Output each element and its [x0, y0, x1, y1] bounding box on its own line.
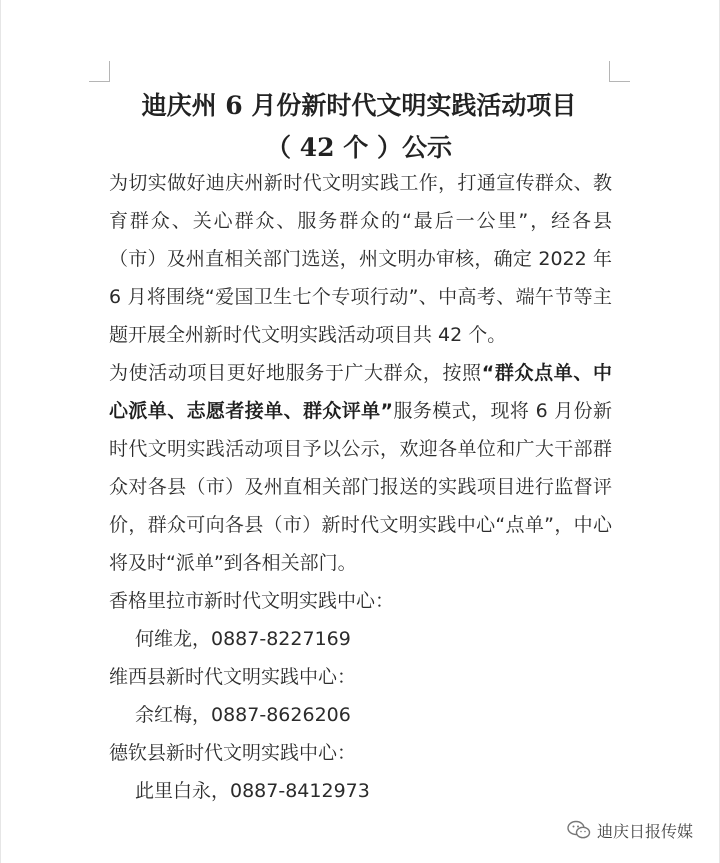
- watermark-text: 迪庆日报传媒: [597, 821, 694, 841]
- paragraph-service-mode: [109, 354, 612, 582]
- center-name: 德钦县新时代文明实践中心：: [109, 742, 357, 764]
- center-contact: 何维龙，0887-8227169: [135, 628, 351, 650]
- wechat-icon: [567, 820, 591, 840]
- page-corner-mark-top-left: [89, 61, 110, 82]
- center-name: 维西县新时代文明实践中心：: [109, 666, 357, 688]
- document-body: [109, 164, 612, 810]
- document-title-line-2: （ 42 个 ）公示: [266, 133, 452, 162]
- service-mode-highlight: “群众点单、中心派单、志愿者接单、群众评单”: [109, 362, 612, 422]
- paragraph-service-mode-text-1: 为使活动项目更好地服务于广大群众，按照: [109, 362, 482, 384]
- paragraph-intro: 为切实做好迪庆州新时代文明实践工作，打通宣传群众、教育群众、关心群众、服务群众的“最后一公里”，经各县（市）及州直相关部门选送，州文明办审核，确定 2022 年 6 月将围绕“爱国卫生七个专项行动”、中高考、端午节等主题开展全州新时代文明实践活动项目共 42 个。: [109, 172, 612, 346]
- center-contact: 余红梅，0887-8626206: [135, 704, 351, 726]
- paragraph-service-mode-text-2: 服务模式，现将 6 月份新时代文明实践活动项目予以公示，欢迎各单位和广大干部群众对各县（市）及州直相关部门报送的实践项目进行监督评价，群众可向各县（市）新时代文明实践中心“点单”，中心将及时“派单”到各相关部门。: [109, 400, 612, 574]
- document-title-line-1: 迪庆州 6 月份新时代文明实践活动项目: [141, 91, 577, 120]
- page-corner-mark-top-right: [609, 61, 630, 82]
- source-watermark: [567, 818, 693, 842]
- center-contact: 此里白永，0887-8412973: [135, 780, 370, 802]
- center-name: 香格里拉市新时代文明实践中心：: [109, 590, 395, 612]
